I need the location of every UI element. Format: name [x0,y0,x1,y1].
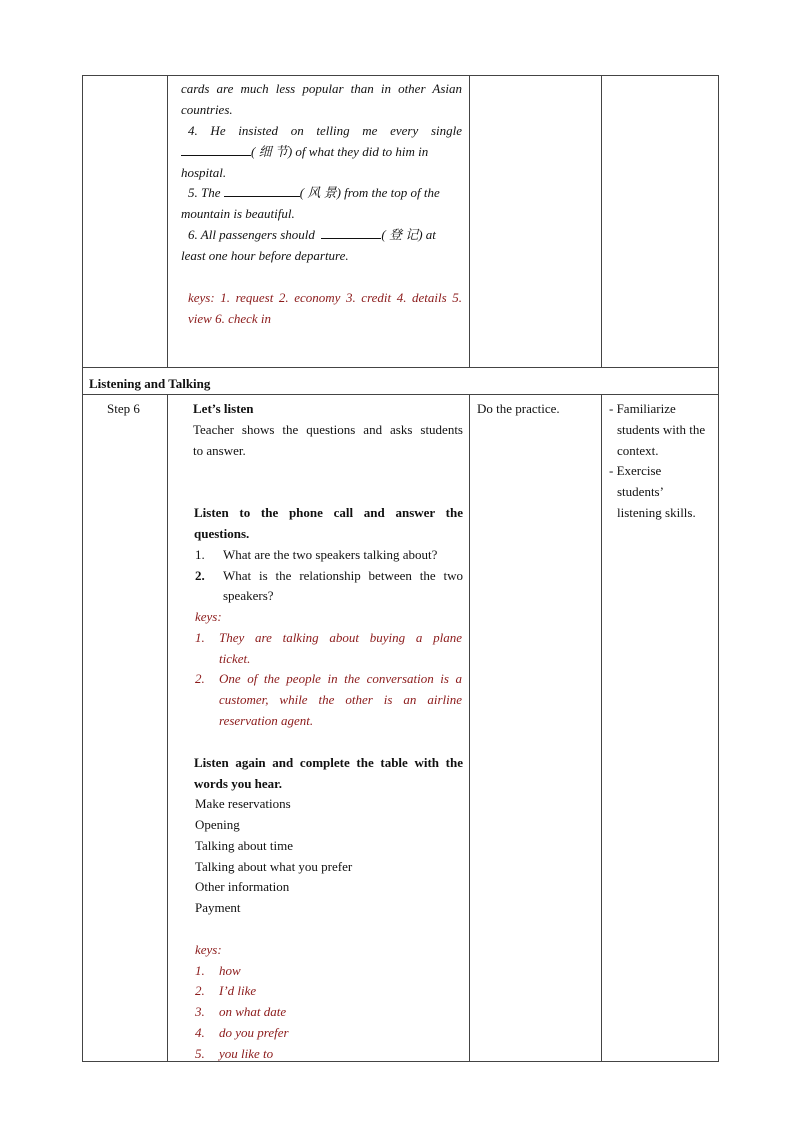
key-number: 5. [195,1046,205,1061]
question-text: What is the relationship between the two [223,568,463,583]
answer-text: They are talking about buying a plane [219,630,462,645]
key-text: do you prefer [219,1025,289,1040]
exercise-line: mountain is beautiful. [181,206,295,221]
answer-number: 2. [195,671,205,686]
exercise-text: 6. All passengers should [188,227,315,242]
answer-number: 1. [195,630,205,645]
exercise-text: 5. The [188,185,221,200]
answer-blank [321,224,381,239]
key-text: you like to [219,1046,274,1061]
table-border-bottom [82,1061,719,1062]
answer-text: One of the people in the conversation is a [219,671,462,686]
exercise-line: hospital. [181,165,227,180]
key-number: 4. [195,1025,205,1040]
student-activity: Do the practice. [477,401,560,416]
exercise-question-4-cont [181,141,462,162]
table-item: Other information [195,879,290,894]
activity-intro: Teacher shows the questions and asks students [193,422,463,437]
table-border-right [718,75,719,1062]
answer-text: customer, while the other is an airline [219,692,462,707]
purpose-line: students’ [617,484,664,499]
answer-blank [224,182,300,197]
purpose-line: students with the [617,422,706,437]
task-heading: questions. [194,526,250,541]
column-divider-1b [167,394,168,1061]
purpose-line: context. [617,443,659,458]
task-heading: words you hear. [194,776,283,791]
key-text: on what date [219,1004,287,1019]
activity-intro: to answer. [193,443,246,458]
key-text: how [219,963,241,978]
answer-keys: keys: 1. request 2. economy 3. credit 4. details 5. [188,290,462,305]
table-item: Talking about time [195,838,294,853]
exercise-question-6 [188,224,436,245]
table-item: Make reservations [195,796,291,811]
table-border-left [82,75,83,1062]
exercise-line: countries. [181,102,233,117]
purpose-line: - Familiarize [609,401,676,416]
exercise-line: cards are much less popular than in other Asian [181,81,462,96]
column-divider-2b [469,394,470,1061]
task-heading: Listen again and complete the table with the [194,755,463,770]
exercise-hint: ( 登 记) at [381,227,436,242]
key-number: 2. [195,983,205,998]
key-text: I’d like [219,983,257,998]
exercise-question-4: 4. He insisted on telling me every single [188,123,462,138]
task-heading: Listen to the phone call and answer the [194,505,463,520]
answer-keys: view 6. check in [188,311,272,326]
exercise-question-5 [188,182,440,203]
keys-label: keys: [195,942,222,957]
answer-text: reservation agent. [219,713,314,728]
table-border-top [82,75,719,76]
column-divider-3 [601,75,602,367]
step-label: Step 6 [107,401,140,416]
section-header: Listening and Talking [89,376,211,391]
answer-blank [181,141,251,156]
activity-title: Let’s listen [193,401,254,416]
exercise-hint: ( 细 节) of what they did to him in [251,144,429,159]
question-text: speakers? [223,588,274,603]
table-item: Payment [195,900,241,915]
column-divider-2 [469,75,470,367]
table-item: Opening [195,817,240,832]
question-number: 2. [195,568,205,583]
column-divider-1 [167,75,168,367]
key-number: 1. [195,963,205,978]
answer-text: ticket. [219,651,251,666]
purpose-line: - Exercise [609,463,662,478]
question-text: What are the two speakers talking about? [223,547,438,562]
exercise-hint: ( 风 景) from the top of the [299,185,440,200]
purpose-line: listening skills. [617,505,696,520]
keys-label: keys: [195,609,222,624]
key-number: 3. [195,1004,205,1019]
column-divider-3b [601,394,602,1061]
table-item: Talking about what you prefer [195,859,353,874]
row-divider-2 [82,394,719,395]
exercise-line: least one hour before departure. [181,248,349,263]
question-number: 1. [195,547,205,562]
row-divider-1 [82,367,719,368]
